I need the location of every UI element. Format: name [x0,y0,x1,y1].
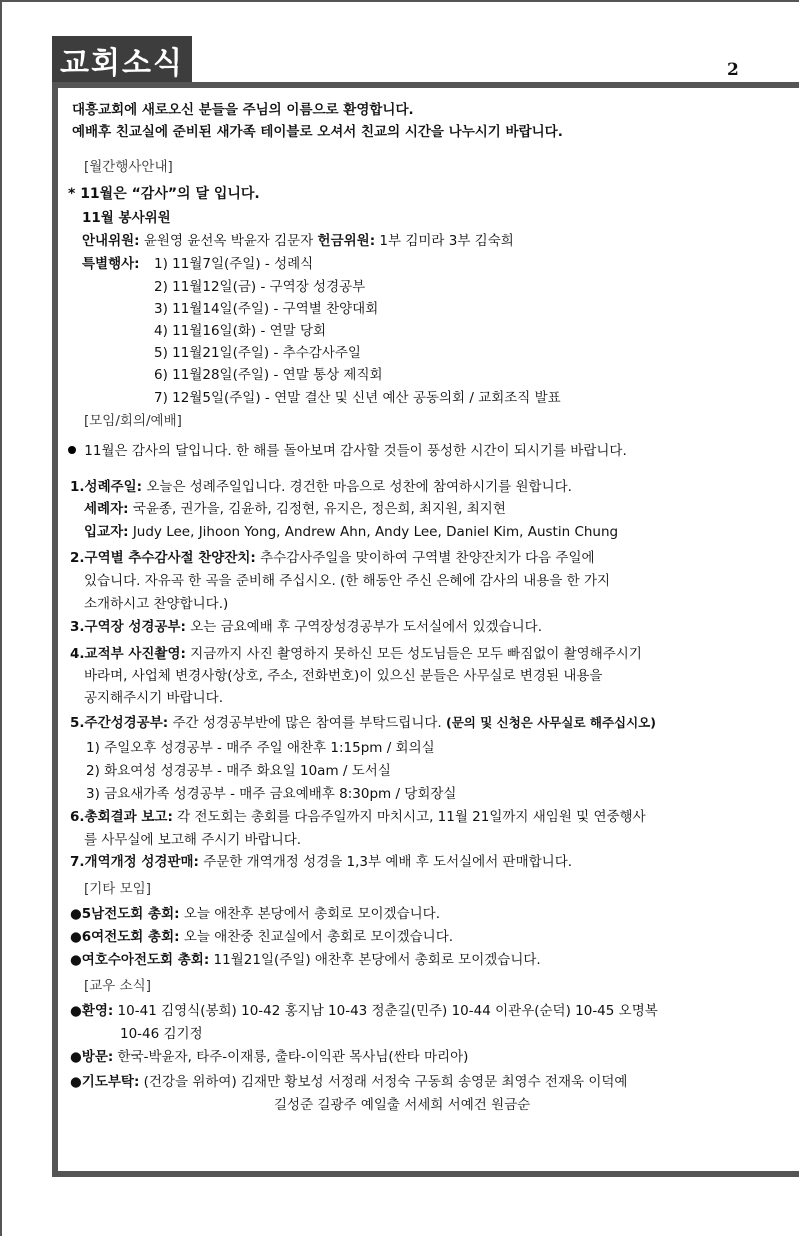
page-number: 2 [727,60,739,80]
event-item: 1) 11월7일(주일) - 성례식 [154,256,314,272]
members-heading: [교우 소식] [84,978,151,994]
event-item: 2) 11월12일(금) - 구역장 성경공부 [154,279,366,295]
offering-value: 1부 김미라 3부 김숙희 [375,233,514,249]
usher-value: 윤원영 윤선옥 박윤자 김문자 [139,233,318,249]
event-item: 3) 11월14일(주일) - 구역별 찬양대회 [154,301,379,317]
welcome-line-2: 예배후 친교실에 준비된 새가족 테이블로 오셔서 친교의 시간을 나누시기 바랍니다. [72,124,563,140]
usher-label: 안내위원: [82,233,140,249]
notice-3: 3.구역장 성경공부: 오는 금요예배 후 구역장성경공부가 도서실에서 있겠습니다. [70,619,542,635]
page-title: 교회소식 [60,46,184,81]
confirmation-line: 입교자: Judy Lee, Jihoon Yong, Andrew Ahn, Andy Lee, Daniel Kim, Austin Chung [84,524,619,540]
monthly-theme: * 11월은 “감사”의 달 입니다. [68,186,260,202]
members-prayer: ●기도부탁: (건강을 위하여) 김재만 황보성 서정래 서정숙 구동희 송영문 최영수 전재욱 이덕예 [70,1074,628,1090]
notice-6: 6.총회결과 보고: 각 전도회는 총회를 다음주일까지 마치시고, 11월 21일까지 새임원 및 연중행사 [70,809,646,825]
notice-2-cont: 있습니다. 자유곡 한 곡을 준비해 주십시오. (한 해동안 주신 은혜에 감사의 내용을 한 가지 [84,573,611,589]
bible-study-item: 2) 화요여성 성경공부 - 매주 화요일 10am / 도서실 [86,763,391,779]
bible-study-item: 1) 주일오후 성경공부 - 매주 주일 애찬후 1:15pm / 회의실 [86,740,435,756]
notice-5: 5.주간성경공부: 주간 성경공부반에 많은 참여를 부탁드립니다. (문의 및 신청은 사무실로 해주십시오) [70,715,656,731]
members-prayer-cont: 길성준 길광주 예일출 서세희 서예건 원금순 [274,1097,531,1113]
notice-1: 1.성례주일: 오늘은 성례주일입니다. 경건한 마음으로 성찬에 참여하시기를 원합니다. [70,479,572,495]
bullet-icon [68,446,76,454]
offering-label: 헌금위원: [317,233,376,249]
other-item: ●여호수아전도회 총회: 11월21일(주일) 애찬후 본당에서 총회로 모이겠습니다. [70,952,541,968]
members-welcome-cont: 10-46 김기정 [120,1026,203,1042]
notice-2-cont: 소개하시고 찬양합니다.) [84,596,229,612]
bible-study-item: 3) 금요새가족 성경공부 - 매주 금요예배후 8:30pm / 당회장실 [86,786,457,802]
monthly-heading: [월간행사안내] [84,159,173,175]
notice-2: 2.구역별 추수감사절 찬양잔치: 추수감사주일을 맞이하여 구역별 찬양잔치가 다음 주일에 [70,550,595,566]
members-visit: ●방문: 한국-박윤자, 타주-이재룡, 출타-이익관 목사님(싼타 마리아) [70,1049,469,1065]
baptism-line: 세례자: 국윤종, 권가을, 김윤하, 김정현, 유지은, 정은희, 최지원, 최지현 [84,501,506,517]
event-item: 4) 11월16일(화) - 연말 당회 [154,323,327,339]
welcome-line-1: 대흥교회에 새로오신 분들을 주님의 이름으로 환영합니다. [72,102,414,118]
committee-line [82,232,514,250]
members-welcome: ●환영: 10-41 김영식(봉희) 10-42 홍지남 10-43 정춘길(민주) 10-44 이관우(순덕) 10-45 오명복 [70,1003,658,1019]
notice-4-cont: 공지해주시기 바랍니다. [84,690,223,706]
meetings-intro: 11월은 감사의 달입니다. 한 해를 돌아보며 감사할 것들이 풍성한 시간이 되시기를 바랍니다. [68,442,627,460]
notice-7: 7.개역개정 성경판매: 주문한 개역개정 성경을 1,3부 예배 후 도서실에서 판매합니다. [70,854,573,870]
event-item: 5) 11월21일(주일) - 추수감사주일 [154,345,361,361]
meetings-heading: [모임/회의/예배] [84,413,182,429]
notice-4-cont: 바라며, 사업체 변경사항(상호, 주소, 전화번호)이 있으신 분들은 사무실로 변경된 내용을 [84,668,603,684]
other-heading: [기타 모임] [84,881,151,897]
events-label: 특별행사: [82,256,140,272]
event-item: 6) 11월28일(주일) - 연말 통상 제직회 [154,367,383,383]
committee-title: 11월 봉사위원 [82,210,171,226]
other-item: ●5남전도회 총회: 오늘 애찬후 본당에서 총회로 모이겠습니다. [70,906,441,922]
notice-4: 4.교적부 사진촬영: 지금까지 사진 촬영하지 못하신 모든 성도님들은 모두 빠짐없이 촬영해주시기 [70,646,642,662]
other-item: ●6여전도회 총회: 오늘 애찬중 친교실에서 총회로 모이겠습니다. [70,929,454,945]
notice-6-cont: 를 사무실에 보고해 주시기 바랍니다. [84,832,302,848]
event-item: 7) 12월5일(주일) - 연말 결산 및 신년 예산 공동의회 / 교회조직 발표 [154,390,561,406]
